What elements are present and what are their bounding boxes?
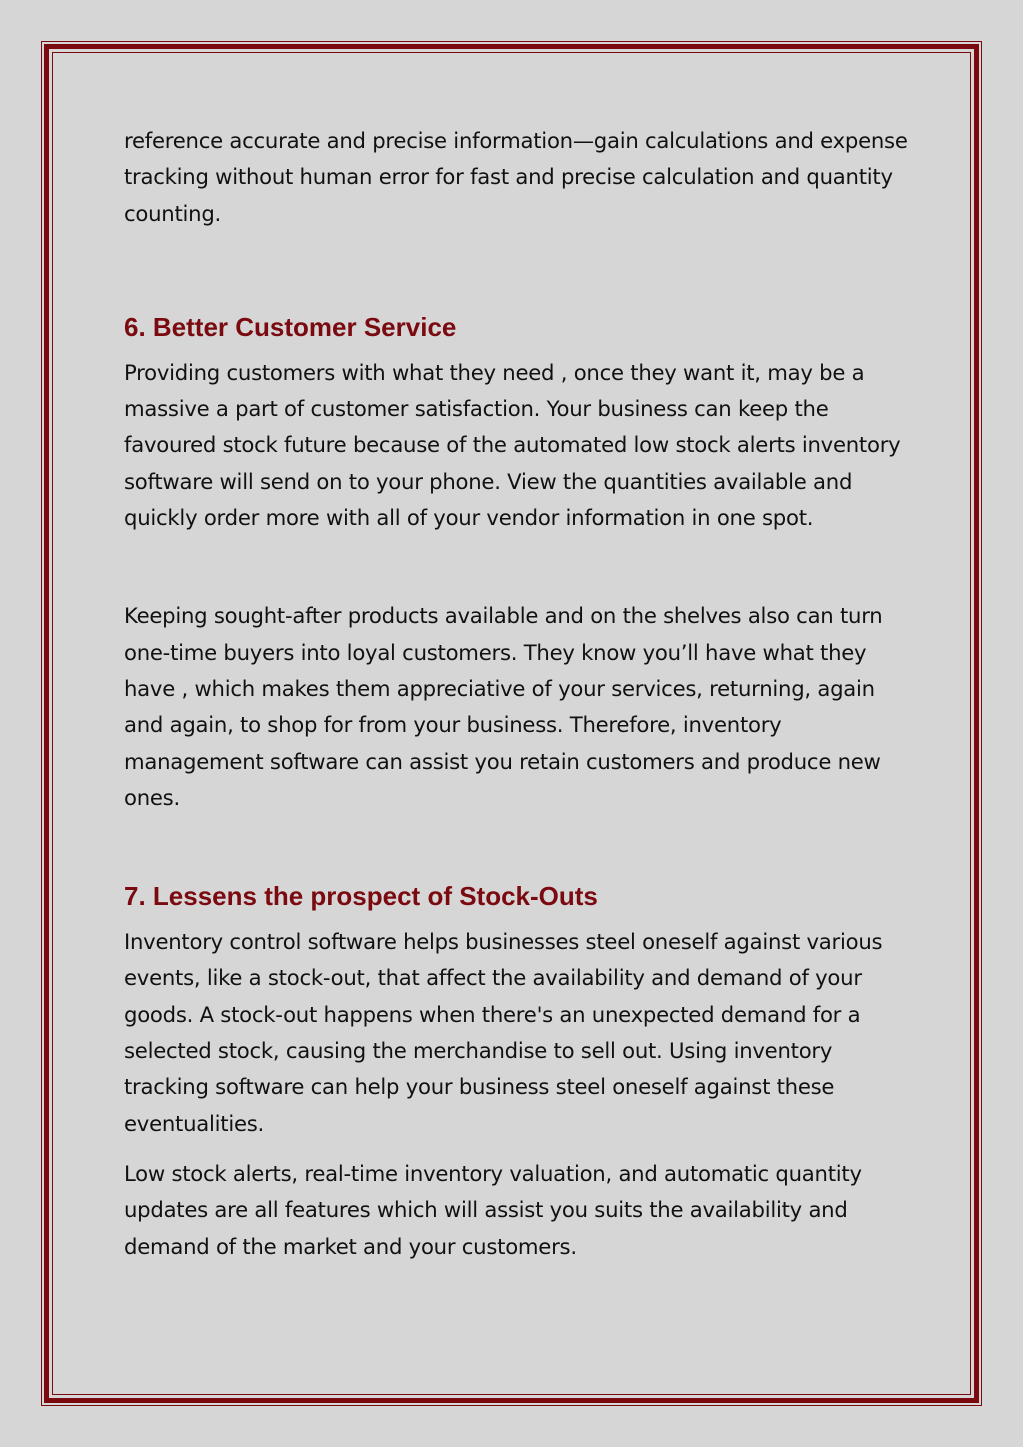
- section-6-paragraph-1: Providing customers with what they need , once they want it, may be a massive a part of customer satisfaction. Your business can keep the favoured stock future because of the automated low stock alerts inventory software will send on to your phone. View the quantities available and quickly order more with all of your vendor information in one spot.: [124, 359, 901, 531]
- intro-paragraph: reference accurate and precise information—gain calculations and expense tracking without human error for fast and precise calculation and quantity counting.: [124, 128, 908, 226]
- section-7-paragraph-1: Inventory control software helps businesses steel oneself against various events, like a stock-out, that affect the availability and demand of your goods. A stock-out happens when there's an unexpected demand for a selected stock, causing the merchandise to sell out. Using inventory tracking software can help your business steel oneself against these eventualities.: [124, 929, 883, 1136]
- document-body: [124, 123, 914, 1265]
- section-6-paragraph-2: Keeping sought-after products available and on the shelves also can turn one-time buyers into loyal customers. They know you’ll have what they have , which makes them appreciative of your services, returning, again and again, to shop for from your business. Therefore, inventory management software can assist you retain customers and produce new ones.: [124, 603, 883, 810]
- section-7-paragraph-2: Low stock alerts, real-time inventory valuation, and automatic quantity updates are all features which will assist you suits the availability and demand of the market and your customers.: [124, 1160, 862, 1259]
- section-heading-lessens-stock-outs: 7. Lessens the prospect of Stock-Outs: [124, 881, 598, 912]
- section-heading-better-customer-service: 6. Better Customer Service: [124, 311, 457, 342]
